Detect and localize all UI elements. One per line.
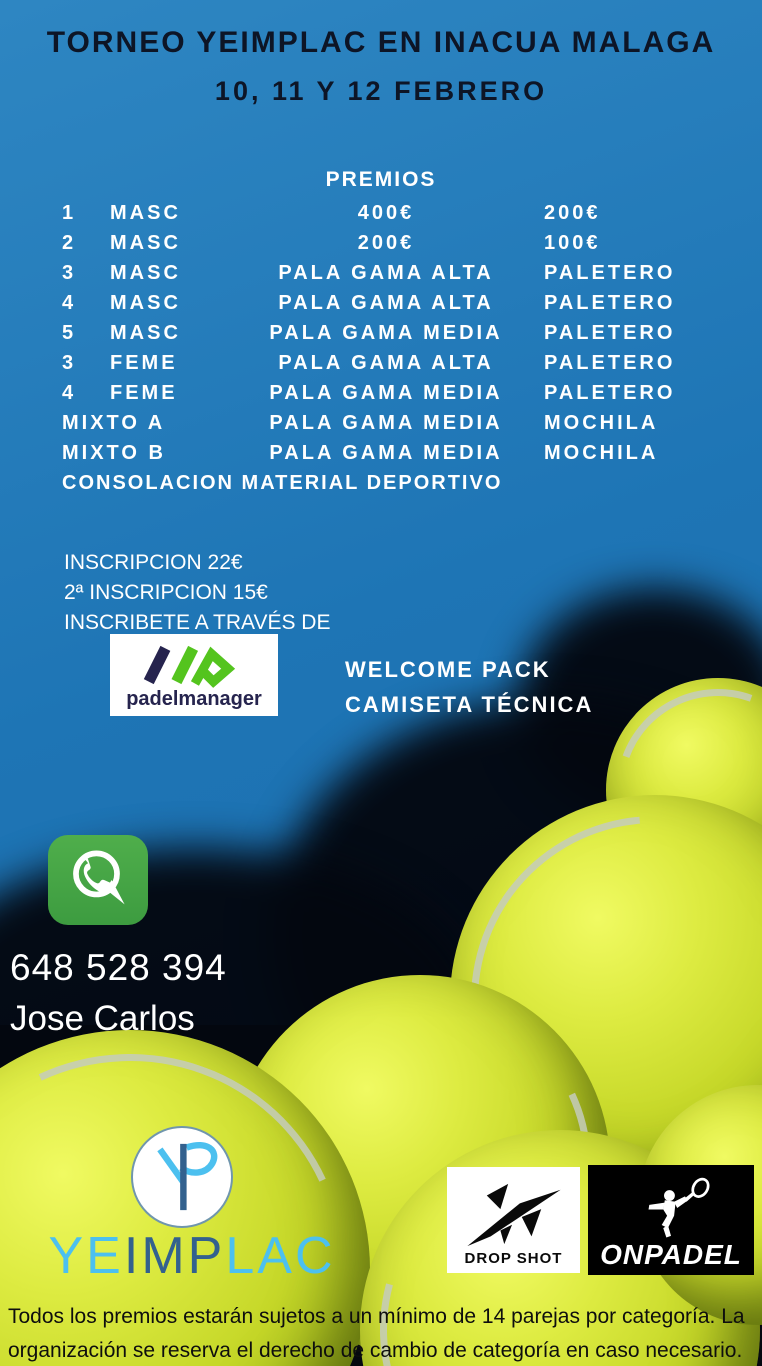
prize-category: MIXTO B	[62, 441, 166, 464]
prize-row	[62, 288, 726, 318]
prize-position: 4	[62, 291, 77, 314]
yeimplac-letter: Y	[48, 1227, 87, 1285]
prize-second: PALETERO	[544, 381, 676, 404]
prize-category: MASC	[110, 291, 181, 314]
poster-dates: 10, 11 Y 12 FEBRERO	[214, 76, 548, 106]
onpadel-player-icon	[611, 1177, 731, 1239]
inscription-info	[64, 548, 330, 638]
contact-block	[10, 942, 227, 1044]
yeimplac-letter: I	[123, 1227, 142, 1285]
yeimplac-monogram-icon	[131, 1126, 233, 1228]
welcome-pack-shirt: CAMISETA TÉCNICA	[345, 692, 594, 717]
prize-category: MASC	[110, 261, 181, 284]
prize-second: 100€	[544, 231, 601, 254]
dropshot-label: DROP SHOT	[464, 1250, 563, 1267]
prize-first: PALA GAMA ALTA	[278, 351, 494, 374]
footer-disclaimer: Todos los premios estarán sujetos a un mínimo de 14 parejas por categoría. La organización se reserva el derecho de cambio de categoría en caso necesario.	[8, 1305, 745, 1362]
dropshot-logo	[447, 1167, 580, 1273]
onpadel-label: ONPADEL	[600, 1239, 742, 1270]
dropshot-mark-icon	[459, 1180, 569, 1250]
yeimplac-letter: M	[141, 1227, 188, 1285]
prize-position: 3	[62, 351, 77, 374]
yeimplac-letter: L	[225, 1227, 258, 1285]
yeimplac-letter: A	[257, 1227, 295, 1285]
prize-category: MASC	[110, 231, 181, 254]
prize-first: PALA GAMA MEDIA	[269, 441, 503, 464]
prize-row	[62, 468, 726, 498]
prize-position: 4	[62, 381, 77, 404]
prize-row	[62, 318, 726, 348]
yeimplac-letter: P	[187, 1227, 226, 1285]
prize-row	[62, 408, 726, 438]
whatsapp-icon	[48, 835, 148, 925]
prize-row	[62, 438, 726, 468]
yeimplac-letter: E	[86, 1227, 124, 1285]
prize-category: FEME	[110, 381, 178, 404]
prize-row	[62, 228, 726, 258]
poster-title: TORNEO YEIMPLAC EN INACUA MALAGA	[46, 26, 716, 59]
prize-first: PALA GAMA MEDIA	[269, 411, 503, 434]
prize-row	[62, 258, 726, 288]
inscription-price-second: 2ª INSCRIPCION 15€	[64, 581, 268, 604]
yeimplac-wordmark	[36, 1226, 348, 1286]
prize-category: MASC	[110, 321, 181, 344]
prize-category: MASC	[110, 201, 181, 224]
inscription-signup-note: INSCRIBETE A TRAVÉS DE	[64, 611, 331, 634]
prize-first: 200€	[357, 231, 415, 254]
padelmanager-label: padelmanager	[126, 688, 262, 710]
prizes-table	[62, 198, 726, 498]
prize-first: PALA GAMA ALTA	[278, 291, 494, 314]
prize-first: PALA GAMA MEDIA	[269, 321, 503, 344]
prize-position: 3	[62, 261, 77, 284]
prize-row	[62, 198, 726, 228]
yeimplac-letter: C	[294, 1227, 336, 1285]
prize-category: FEME	[110, 351, 178, 374]
prize-second: MOCHILA	[544, 411, 659, 434]
prize-consolation: CONSOLACION MATERIAL DEPORTIVO	[62, 471, 503, 494]
prize-position: 2	[62, 231, 77, 254]
prize-position: 1	[62, 201, 77, 224]
contact-name: Jose Carlos	[10, 999, 195, 1038]
padelmanager-mark-icon	[134, 641, 254, 689]
prize-position: 5	[62, 321, 77, 344]
prize-second: PALETERO	[544, 351, 676, 374]
prize-second: PALETERO	[544, 291, 676, 314]
prize-row	[62, 378, 726, 408]
onpadel-logo	[588, 1165, 754, 1275]
welcome-pack	[345, 652, 593, 722]
padelmanager-logo	[110, 634, 278, 716]
prize-first: 400€	[357, 201, 415, 224]
prizes-heading: PREMIOS	[325, 168, 437, 191]
prize-first: PALA GAMA MEDIA	[269, 381, 503, 404]
inscription-price: INSCRIPCION 22€	[64, 551, 243, 574]
prize-second: PALETERO	[544, 261, 676, 284]
prize-row	[62, 348, 726, 378]
contact-phone: 648 528 394	[10, 947, 227, 988]
prize-second: PALETERO	[544, 321, 676, 344]
prize-second: MOCHILA	[544, 441, 659, 464]
prize-second: 200€	[544, 201, 601, 224]
welcome-pack-line: WELCOME PACK	[345, 657, 551, 682]
prize-first: PALA GAMA ALTA	[278, 261, 494, 284]
prize-category: MIXTO A	[62, 411, 166, 434]
